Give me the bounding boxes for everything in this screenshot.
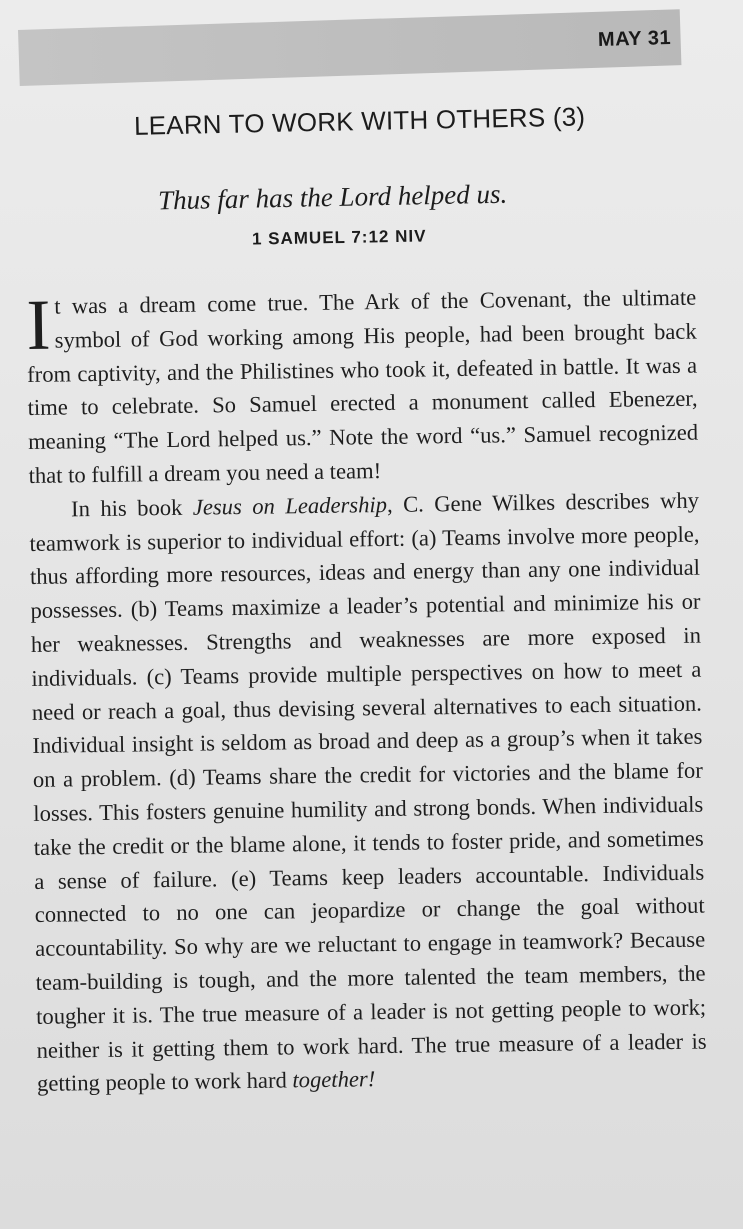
drop-cap: I (25, 284, 52, 365)
scripture-verse: Thus far has the Lord helped us. (157, 178, 508, 216)
paragraph-2-emphasis: together! (292, 1066, 376, 1093)
page-date: MAY 31 (597, 26, 672, 52)
paragraph-1 (26, 281, 699, 493)
devotional-body (26, 281, 707, 1101)
book-title: Jesus on Leadership (192, 491, 388, 520)
scripture-reference: 1 SAMUEL 7:12 NIV (251, 226, 427, 249)
paragraph-2-intro: In his book (70, 494, 194, 522)
paragraph-2-body: , C. Gene Wilkes describes why teamwork is superior to individual effort: (a) Teams involve more people, thus affording more resources, ideas and energy than any one individual possesses. (b) Teams maximize a leader’s potential and minimize his or her weaknesses. Strengths and weaknesses are more exposed in individuals. (c) Teams provide multiple perspectives on how to meet a need or reach a goal, thus devising several alternatives to each situation. Individual insight is seldom as broad and deep as a group’s when it takes on a problem. (d) Teams share the credit for victories and the blame for losses. This fosters genuine humility and strong bonds. When individuals take the credit or the blame alone, it tends to foster pride, and sometimes a sense of failure. (e) Teams keep leaders accountable. Individuals connected to no one can jeopardize or change the goal without accountability. So why are we reluctant to engage in teamwork? Because team-building is tough, and the more talented the team members, the tougher it is. The true measure of a leader is not getting people to work; neither is it getting them to work hard. The true measure of a leader is getting people to work hard (29, 487, 707, 1097)
paragraph-2 (29, 483, 707, 1101)
header-bar (18, 9, 681, 86)
paragraph-1-text: t was a dream come true. The Ark of the Covenant, the ultimate symbol of God working among His people, had been brought back from captivity, and the Philistines who took it, defeated in battle. It was a time to celebrate. So Samuel erected a monument called Ebenezer, meaning “The Lord helped us.” Note the word “us.” Samuel recognized that to fulfill a dream you need a team! (26, 284, 699, 488)
devotional-title: LEARN TO WORK WITH OTHERS (3) (133, 101, 586, 141)
